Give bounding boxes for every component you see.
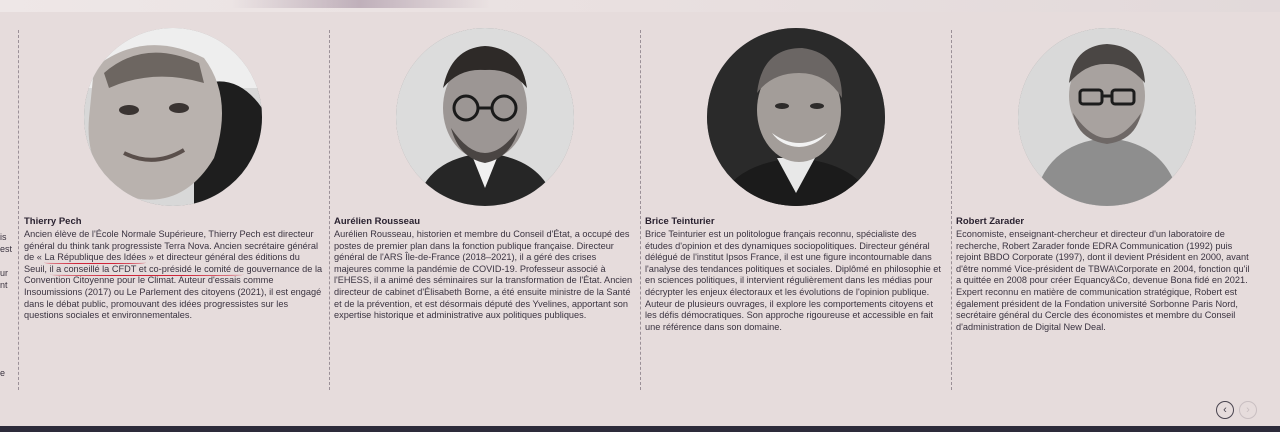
chevron-left-icon: ‹ — [1223, 404, 1227, 416]
person-bio: Aurélien Rousseau, historien et membre du Conseil d'État, a occupé des postes de premier plan dans la fonction publique française. Directeur général de l'ARS Île-de-France (2018–2021), il a géré des crises majeures comme la pandémie de COVID-19. Professeur associé à l'EHESS, il a animé des séminaires sur la transformation de l'État. Ancien directeur de cabinet d'Élisabeth Borne, a été ensuite ministre de la Santé et de la prévention, et est désormais député des Yvelines, apportant son expertise historique et administrative aux politiques publiques. — [334, 229, 633, 321]
clipped-text-fragment: nt — [0, 280, 8, 290]
person-name: Robert Zarader — [956, 216, 1025, 227]
person-photo — [707, 28, 885, 206]
underlined-text: il a conseillé la CFDT et co-présidé le comité de — [49, 263, 244, 274]
person-name: Brice Teinturier — [645, 216, 715, 227]
person-bio: Economiste, enseignant-chercheur et directeur d'un laboratoire de recherche, Robert Zarader fonde EDRA Communication (1992) puis rejoint BBDO Corporate (1997), dont il devient Président en 2000, avant d'être nommé Vice-président de TBWA\Corporate en 2004, fonction qu'il a quittée en 2008 pour créer Equancy&Co, devenue Bona fidé en 2021. Expert reconnu en matière de communication stratégique, Robert est également président de la Fondation université Sorbonne Paris Nord, secrétaire général du Cercle des économistes et membre du Conseil d'administration de Digital New Deal. — [956, 229, 1250, 332]
carousel-prev-button[interactable] — [1216, 401, 1234, 419]
carousel-next-button[interactable] — [1239, 401, 1257, 419]
person-photo — [84, 28, 262, 206]
person-name: Aurélien Rousseau — [334, 216, 421, 227]
person-bio: Ancien élève de l'École Normale Supérieure, Thierry Pech est directeur général du think tank progressiste Terra Nova. Ancien secrétaire général de « La République des Idées » et directeur général des éditions du Seuil, il a conseillé la CFDT et co-présidé le comité de gouvernance de la Convention Citoyenne pour le Climat. Auteur d'essais comme Insoumissions (2017) ou Le Parlement des citoyens (2021), il est engagé dans le débat public, promouvant des idées progressistes sur les questions sociales et environnementales. — [24, 229, 323, 321]
bottom-bar — [0, 426, 1280, 432]
person-photo — [396, 28, 574, 206]
clipped-text-fragment: est — [0, 244, 13, 254]
card-divider — [329, 30, 330, 390]
clipped-text-fragment: is — [0, 232, 7, 242]
clipped-text-fragment: ur — [0, 268, 9, 278]
card-divider — [18, 30, 19, 390]
top-banner-strip — [0, 0, 1280, 12]
chevron-right-icon: › — [1246, 404, 1250, 416]
clipped-text-fragment: e — [0, 368, 6, 378]
person-name: Thierry Pech — [24, 216, 82, 227]
underlined-text: Directeur général délégué de l'institut Ipsos France — [645, 240, 930, 263]
person-photo — [1018, 28, 1196, 206]
card-divider — [951, 30, 952, 390]
underlined-text: La République des Idées — [44, 252, 147, 263]
person-bio: Brice Teinturier est un politologue français reconnu, spécialiste des études d'opinion et des dynamiques sociopolitiques. Directeur général délégué de l'institut Ipsos France, il est une figure incontournable dans l'analyse des tendances politiques et sociales. Diplômé en philosophie et en sciences politiques, il intervient régulièrement dans les médias pour décrypter les enjeux électoraux et les évolutions de l'opinion publique. Auteur de plusieurs ouvrages, il explore les comportements citoyens et les défis démocratiques. Son approche rigoureuse et accessible en fait une référence dans son domaine. — [645, 229, 941, 332]
card-divider — [640, 30, 641, 390]
